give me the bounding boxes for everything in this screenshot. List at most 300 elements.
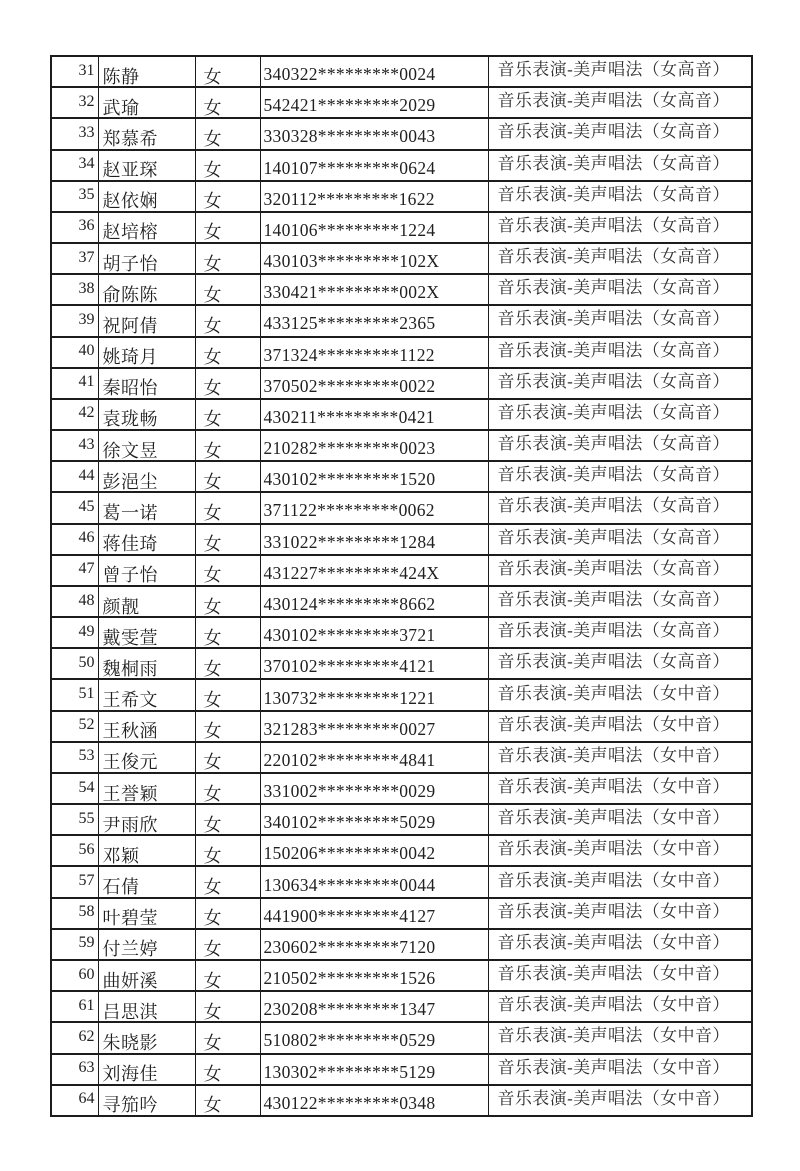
gender-cell-text: 女 [203, 284, 222, 305]
program-cell-text: 音乐表演-美声唱法（女高音） [497, 278, 730, 298]
gender-cell-text: 女 [203, 596, 222, 617]
program-cell [488, 150, 752, 181]
gender-cell [195, 866, 260, 897]
program-cell-text: 音乐表演-美声唱法（女高音） [497, 309, 730, 329]
program-cell-text: 音乐表演-美声唱法（女高音） [497, 91, 730, 111]
name-cell-text: 王俊元 [102, 752, 158, 773]
name-cell [98, 555, 195, 586]
table-row [51, 118, 752, 149]
row-number-cell [51, 1085, 98, 1116]
gender-cell-text: 女 [203, 471, 222, 492]
name-cell-text: 陈静 [102, 66, 140, 87]
gender-cell [195, 929, 260, 960]
row-number-cell [51, 118, 98, 149]
row-number-cell-text: 52 [78, 716, 95, 734]
gender-cell [195, 337, 260, 368]
table-row [51, 711, 752, 742]
id-number-cell-text: 331002*********0029 [263, 781, 436, 802]
name-cell-text: 赵培榕 [102, 222, 158, 243]
row-number-cell [51, 56, 98, 87]
gender-cell [195, 430, 260, 461]
program-cell-text: 音乐表演-美声唱法（女高音） [497, 122, 730, 142]
gender-cell [195, 711, 260, 742]
row-number-cell-text: 56 [78, 840, 95, 858]
id-number-cell [260, 898, 488, 929]
row-number-cell [51, 711, 98, 742]
program-cell-text: 音乐表演-美声唱法（女高音） [497, 247, 730, 267]
program-cell [488, 337, 752, 368]
name-cell [98, 835, 195, 866]
name-cell [98, 461, 195, 492]
id-number-cell-text: 441900*********4127 [263, 905, 436, 926]
id-number-cell [260, 866, 488, 897]
id-number-cell-text: 430102*********1520 [263, 469, 436, 490]
table-row [51, 150, 752, 181]
program-cell [488, 181, 752, 212]
gender-cell [195, 181, 260, 212]
program-cell-text: 音乐表演-美声唱法（女高音） [497, 652, 730, 672]
table-row [51, 898, 752, 929]
name-cell-text: 邓颖 [102, 845, 140, 866]
name-cell-text: 袁珑畅 [102, 409, 158, 430]
program-cell-text: 音乐表演-美声唱法（女中音） [497, 1088, 730, 1108]
roster-body [51, 56, 752, 1116]
table-row [51, 305, 752, 336]
row-number-cell-text: 46 [78, 529, 95, 547]
table-row [51, 773, 752, 804]
gender-cell [195, 586, 260, 617]
gender-cell-text: 女 [203, 222, 222, 243]
id-number-cell [260, 929, 488, 960]
id-number-cell-text: 371122*********0062 [263, 500, 435, 521]
program-cell [488, 617, 752, 648]
id-number-cell [260, 368, 488, 399]
gender-cell [195, 243, 260, 274]
program-cell [488, 648, 752, 679]
row-number-cell-text: 40 [78, 342, 95, 360]
id-number-cell [260, 835, 488, 866]
gender-cell-text: 女 [203, 658, 222, 679]
id-number-cell-text: 150206*********0042 [263, 843, 436, 864]
id-number-cell-text: 370102*********4121 [263, 656, 436, 677]
name-cell [98, 960, 195, 991]
gender-cell [195, 492, 260, 523]
table-row [51, 555, 752, 586]
row-number-cell-text: 63 [78, 1059, 95, 1077]
table-row [51, 1085, 752, 1116]
program-cell-text: 音乐表演-美声唱法（女中音） [497, 714, 730, 734]
program-cell-text: 音乐表演-美声唱法（女高音） [497, 527, 730, 547]
gender-cell-text: 女 [203, 845, 222, 866]
table-row [51, 212, 752, 243]
id-number-cell-text: 430102*********3721 [263, 625, 436, 646]
id-number-cell [260, 742, 488, 773]
row-number-cell [51, 368, 98, 399]
id-number-cell-text: 210502*********1526 [263, 968, 436, 989]
gender-cell-text: 女 [203, 877, 222, 898]
gender-cell-text: 女 [203, 783, 222, 804]
table-row [51, 617, 752, 648]
program-cell [488, 524, 752, 555]
program-cell-text: 音乐表演-美声唱法（女中音） [497, 777, 730, 797]
name-cell-text: 刘海佳 [102, 1064, 158, 1085]
name-cell-text: 石倩 [102, 877, 140, 898]
name-cell-text: 蒋佳琦 [102, 534, 158, 555]
row-number-cell [51, 399, 98, 430]
gender-cell-text: 女 [203, 1064, 222, 1085]
program-cell-text: 音乐表演-美声唱法（女中音） [497, 964, 730, 984]
name-cell-text: 赵亚琛 [102, 160, 158, 181]
gender-cell [195, 835, 260, 866]
table-row [51, 430, 752, 461]
program-cell-text: 音乐表演-美声唱法（女高音） [497, 496, 730, 516]
id-number-cell [260, 1085, 488, 1116]
program-cell-text: 音乐表演-美声唱法（女高音） [497, 465, 730, 485]
gender-cell-text: 女 [203, 128, 222, 149]
id-number-cell [260, 430, 488, 461]
row-number-cell-text: 64 [78, 1090, 95, 1108]
row-number-cell-text: 41 [78, 373, 95, 391]
gender-cell-text: 女 [203, 690, 222, 711]
gender-cell [195, 648, 260, 679]
name-cell-text: 戴雯萱 [102, 627, 158, 648]
row-number-cell [51, 929, 98, 960]
row-number-cell-text: 45 [78, 497, 95, 515]
gender-cell [195, 617, 260, 648]
program-cell [488, 1085, 752, 1116]
program-cell [488, 274, 752, 305]
table-row [51, 87, 752, 118]
row-number-cell [51, 337, 98, 368]
id-number-cell-text: 220102*********4841 [263, 749, 436, 770]
id-number-cell-text: 230208*********1347 [263, 999, 436, 1020]
program-cell [488, 1054, 752, 1085]
row-number-cell-text: 55 [78, 809, 95, 827]
gender-cell-text: 女 [203, 814, 222, 835]
id-number-cell [260, 492, 488, 523]
name-cell [98, 87, 195, 118]
name-cell [98, 804, 195, 835]
id-number-cell-text: 130302*********5129 [263, 1061, 436, 1082]
name-cell [98, 430, 195, 461]
program-cell [488, 898, 752, 929]
row-number-cell-text: 39 [78, 310, 95, 328]
row-number-cell [51, 492, 98, 523]
table-row [51, 56, 752, 87]
row-number-cell-text: 62 [78, 1027, 95, 1045]
row-number-cell-text: 44 [78, 466, 95, 484]
id-number-cell-text: 370502*********0022 [263, 375, 436, 396]
gender-cell-text: 女 [203, 440, 222, 461]
row-number-cell-text: 38 [78, 279, 95, 297]
table-row [51, 337, 752, 368]
program-cell-text: 音乐表演-美声唱法（女中音） [497, 995, 730, 1015]
program-cell-text: 音乐表演-美声唱法（女高音） [497, 402, 730, 422]
program-cell [488, 430, 752, 461]
row-number-cell-text: 53 [78, 747, 95, 765]
program-cell-text: 音乐表演-美声唱法（女中音） [497, 683, 730, 703]
gender-cell-text: 女 [203, 752, 222, 773]
gender-cell-text: 女 [203, 66, 222, 87]
name-cell [98, 368, 195, 399]
name-cell [98, 181, 195, 212]
gender-cell-text: 女 [203, 97, 222, 118]
name-cell-text: 赵依娴 [102, 191, 158, 212]
name-cell [98, 773, 195, 804]
row-number-cell [51, 524, 98, 555]
name-cell-text: 朱晓影 [102, 1032, 158, 1053]
program-cell-text: 音乐表演-美声唱法（女中音） [497, 839, 730, 859]
name-cell [98, 929, 195, 960]
name-cell [98, 524, 195, 555]
name-cell [98, 898, 195, 929]
gender-cell-text: 女 [203, 502, 222, 523]
program-cell [488, 243, 752, 274]
id-number-cell [260, 960, 488, 991]
name-cell-text: 姚琦月 [102, 347, 158, 368]
row-number-cell [51, 866, 98, 897]
id-number-cell [260, 305, 488, 336]
id-number-cell [260, 1054, 488, 1085]
name-cell [98, 118, 195, 149]
row-number-cell [51, 742, 98, 773]
name-cell [98, 492, 195, 523]
gender-cell [195, 399, 260, 430]
name-cell-text: 尹雨欣 [102, 814, 158, 835]
name-cell-text: 吕思淇 [102, 1001, 158, 1022]
program-cell-text: 音乐表演-美声唱法（女高音） [497, 558, 730, 578]
name-cell-text: 俞陈陈 [102, 284, 158, 305]
table-row [51, 1054, 752, 1085]
row-number-cell-text: 48 [78, 591, 95, 609]
row-number-cell [51, 181, 98, 212]
row-number-cell [51, 648, 98, 679]
name-cell [98, 305, 195, 336]
table-row [51, 274, 752, 305]
id-number-cell-text: 230602*********7120 [263, 936, 436, 957]
name-cell-text: 武瑜 [102, 97, 140, 118]
program-cell [488, 711, 752, 742]
program-cell-text: 音乐表演-美声唱法（女中音） [497, 808, 730, 828]
row-number-cell [51, 461, 98, 492]
table-row [51, 866, 752, 897]
name-cell-text: 郑慕希 [102, 128, 158, 149]
row-number-cell-text: 35 [78, 186, 95, 204]
gender-cell [195, 804, 260, 835]
id-number-cell [260, 274, 488, 305]
id-number-cell-text: 140106*********1224 [263, 219, 436, 240]
table-row [51, 243, 752, 274]
name-cell [98, 1054, 195, 1085]
name-cell-text: 付兰婷 [102, 939, 158, 960]
id-number-cell-text: 430122*********0348 [263, 1092, 436, 1113]
row-number-cell-text: 31 [78, 61, 95, 79]
name-cell [98, 648, 195, 679]
name-cell-text: 颜靓 [102, 596, 140, 617]
table-row [51, 991, 752, 1022]
name-cell [98, 274, 195, 305]
name-cell [98, 150, 195, 181]
id-number-cell-text: 430103*********102X [263, 251, 440, 272]
id-number-cell [260, 773, 488, 804]
name-cell-text: 彭浥尘 [102, 471, 158, 492]
program-cell [488, 991, 752, 1022]
id-number-cell-text: 340102*********5029 [263, 812, 436, 833]
program-cell [488, 742, 752, 773]
name-cell [98, 711, 195, 742]
gender-cell [195, 1054, 260, 1085]
table-row [51, 461, 752, 492]
gender-cell-text: 女 [203, 1032, 222, 1053]
gender-cell-text: 女 [203, 1001, 222, 1022]
program-cell [488, 1022, 752, 1053]
id-number-cell [260, 399, 488, 430]
name-cell [98, 56, 195, 87]
name-cell-text: 叶碧莹 [102, 908, 158, 929]
name-cell [98, 991, 195, 1022]
id-number-cell-text: 510802*********0529 [263, 1030, 436, 1051]
gender-cell [195, 679, 260, 710]
id-number-cell [260, 555, 488, 586]
id-number-cell-text: 140107*********0624 [263, 157, 436, 178]
program-cell [488, 929, 752, 960]
row-number-cell [51, 679, 98, 710]
gender-cell-text: 女 [203, 565, 222, 586]
program-cell-text: 音乐表演-美声唱法（女中音） [497, 870, 730, 890]
name-cell-text: 胡子怡 [102, 253, 158, 274]
program-cell-text: 音乐表演-美声唱法（女高音） [497, 590, 730, 609]
program-cell [488, 835, 752, 866]
gender-cell [195, 1085, 260, 1116]
gender-cell [195, 524, 260, 555]
table-row [51, 929, 752, 960]
gender-cell-text: 女 [203, 721, 222, 742]
gender-cell [195, 274, 260, 305]
program-cell [488, 679, 752, 710]
program-cell [488, 866, 752, 897]
gender-cell [195, 555, 260, 586]
gender-cell [195, 1022, 260, 1053]
name-cell [98, 617, 195, 648]
id-number-cell [260, 524, 488, 555]
id-number-cell-text: 130732*********1221 [263, 687, 436, 708]
id-number-cell-text: 330421*********002X [263, 282, 440, 303]
name-cell-text: 王誉颖 [102, 783, 158, 804]
name-cell-text: 曾子怡 [102, 565, 158, 586]
gender-cell [195, 773, 260, 804]
gender-cell-text: 女 [203, 627, 222, 648]
program-cell [488, 399, 752, 430]
name-cell-text: 曲妍溪 [102, 970, 158, 991]
table-row [51, 586, 752, 617]
program-cell-text: 音乐表演-美声唱法（女高音） [497, 184, 730, 204]
program-cell [488, 461, 752, 492]
gender-cell [195, 305, 260, 336]
id-number-cell-text: 130634*********0044 [263, 874, 436, 895]
table-row [51, 835, 752, 866]
program-cell-text: 音乐表演-美声唱法（女高音） [497, 434, 730, 454]
gender-cell [195, 960, 260, 991]
program-cell [488, 87, 752, 118]
name-cell [98, 742, 195, 773]
id-number-cell-text: 430124*********8662 [263, 594, 436, 614]
name-cell [98, 586, 195, 617]
id-number-cell [260, 1022, 488, 1053]
name-cell-text: 祝阿倩 [102, 315, 158, 336]
table-row [51, 804, 752, 835]
table-row [51, 1022, 752, 1053]
name-cell-text: 徐文昱 [102, 440, 158, 461]
row-number-cell [51, 773, 98, 804]
name-cell [98, 1085, 195, 1116]
name-cell-text: 秦昭怡 [102, 378, 158, 399]
table-row [51, 960, 752, 991]
row-number-cell-text: 36 [78, 217, 95, 235]
table-row [51, 492, 752, 523]
gender-cell-text: 女 [203, 970, 222, 991]
id-number-cell-text: 321283*********0027 [263, 718, 436, 739]
gender-cell-text: 女 [203, 191, 222, 212]
program-cell [488, 773, 752, 804]
row-number-cell [51, 586, 98, 617]
id-number-cell [260, 243, 488, 274]
name-cell [98, 866, 195, 897]
row-number-cell [51, 555, 98, 586]
name-cell-text: 魏桐雨 [102, 658, 158, 679]
row-number-cell-text: 33 [78, 123, 95, 141]
row-number-cell [51, 1022, 98, 1053]
row-number-cell-text: 54 [78, 778, 95, 796]
id-number-cell-text: 330328*********0043 [263, 126, 436, 147]
row-number-cell [51, 430, 98, 461]
table-row [51, 742, 752, 773]
name-cell [98, 243, 195, 274]
row-number-cell [51, 617, 98, 648]
row-number-cell [51, 1054, 98, 1085]
row-number-cell [51, 898, 98, 929]
id-number-cell [260, 711, 488, 742]
id-number-cell [260, 991, 488, 1022]
row-number-cell [51, 87, 98, 118]
name-cell [98, 337, 195, 368]
program-cell [488, 586, 752, 617]
name-cell [98, 212, 195, 243]
table-row [51, 368, 752, 399]
gender-cell [195, 742, 260, 773]
row-number-cell-text: 58 [78, 903, 95, 921]
id-number-cell-text: 431227*********424X [263, 562, 440, 583]
program-cell-text: 音乐表演-美声唱法（女中音） [497, 932, 730, 952]
name-cell [98, 679, 195, 710]
row-number-cell-text: 61 [78, 996, 95, 1014]
id-number-cell [260, 150, 488, 181]
gender-cell [195, 118, 260, 149]
gender-cell [195, 56, 260, 87]
program-cell [488, 56, 752, 87]
id-number-cell-text: 210282*********0023 [263, 438, 436, 459]
row-number-cell-text: 32 [78, 92, 95, 110]
name-cell-text: 王秋涵 [102, 721, 158, 742]
row-number-cell [51, 305, 98, 336]
program-cell [488, 555, 752, 586]
gender-cell [195, 898, 260, 929]
program-cell-text: 音乐表演-美声唱法（女中音） [497, 1026, 730, 1046]
gender-cell [195, 212, 260, 243]
name-cell-text: 王希文 [102, 690, 158, 711]
row-number-cell-text: 49 [78, 622, 95, 640]
gender-cell [195, 368, 260, 399]
id-number-cell [260, 337, 488, 368]
